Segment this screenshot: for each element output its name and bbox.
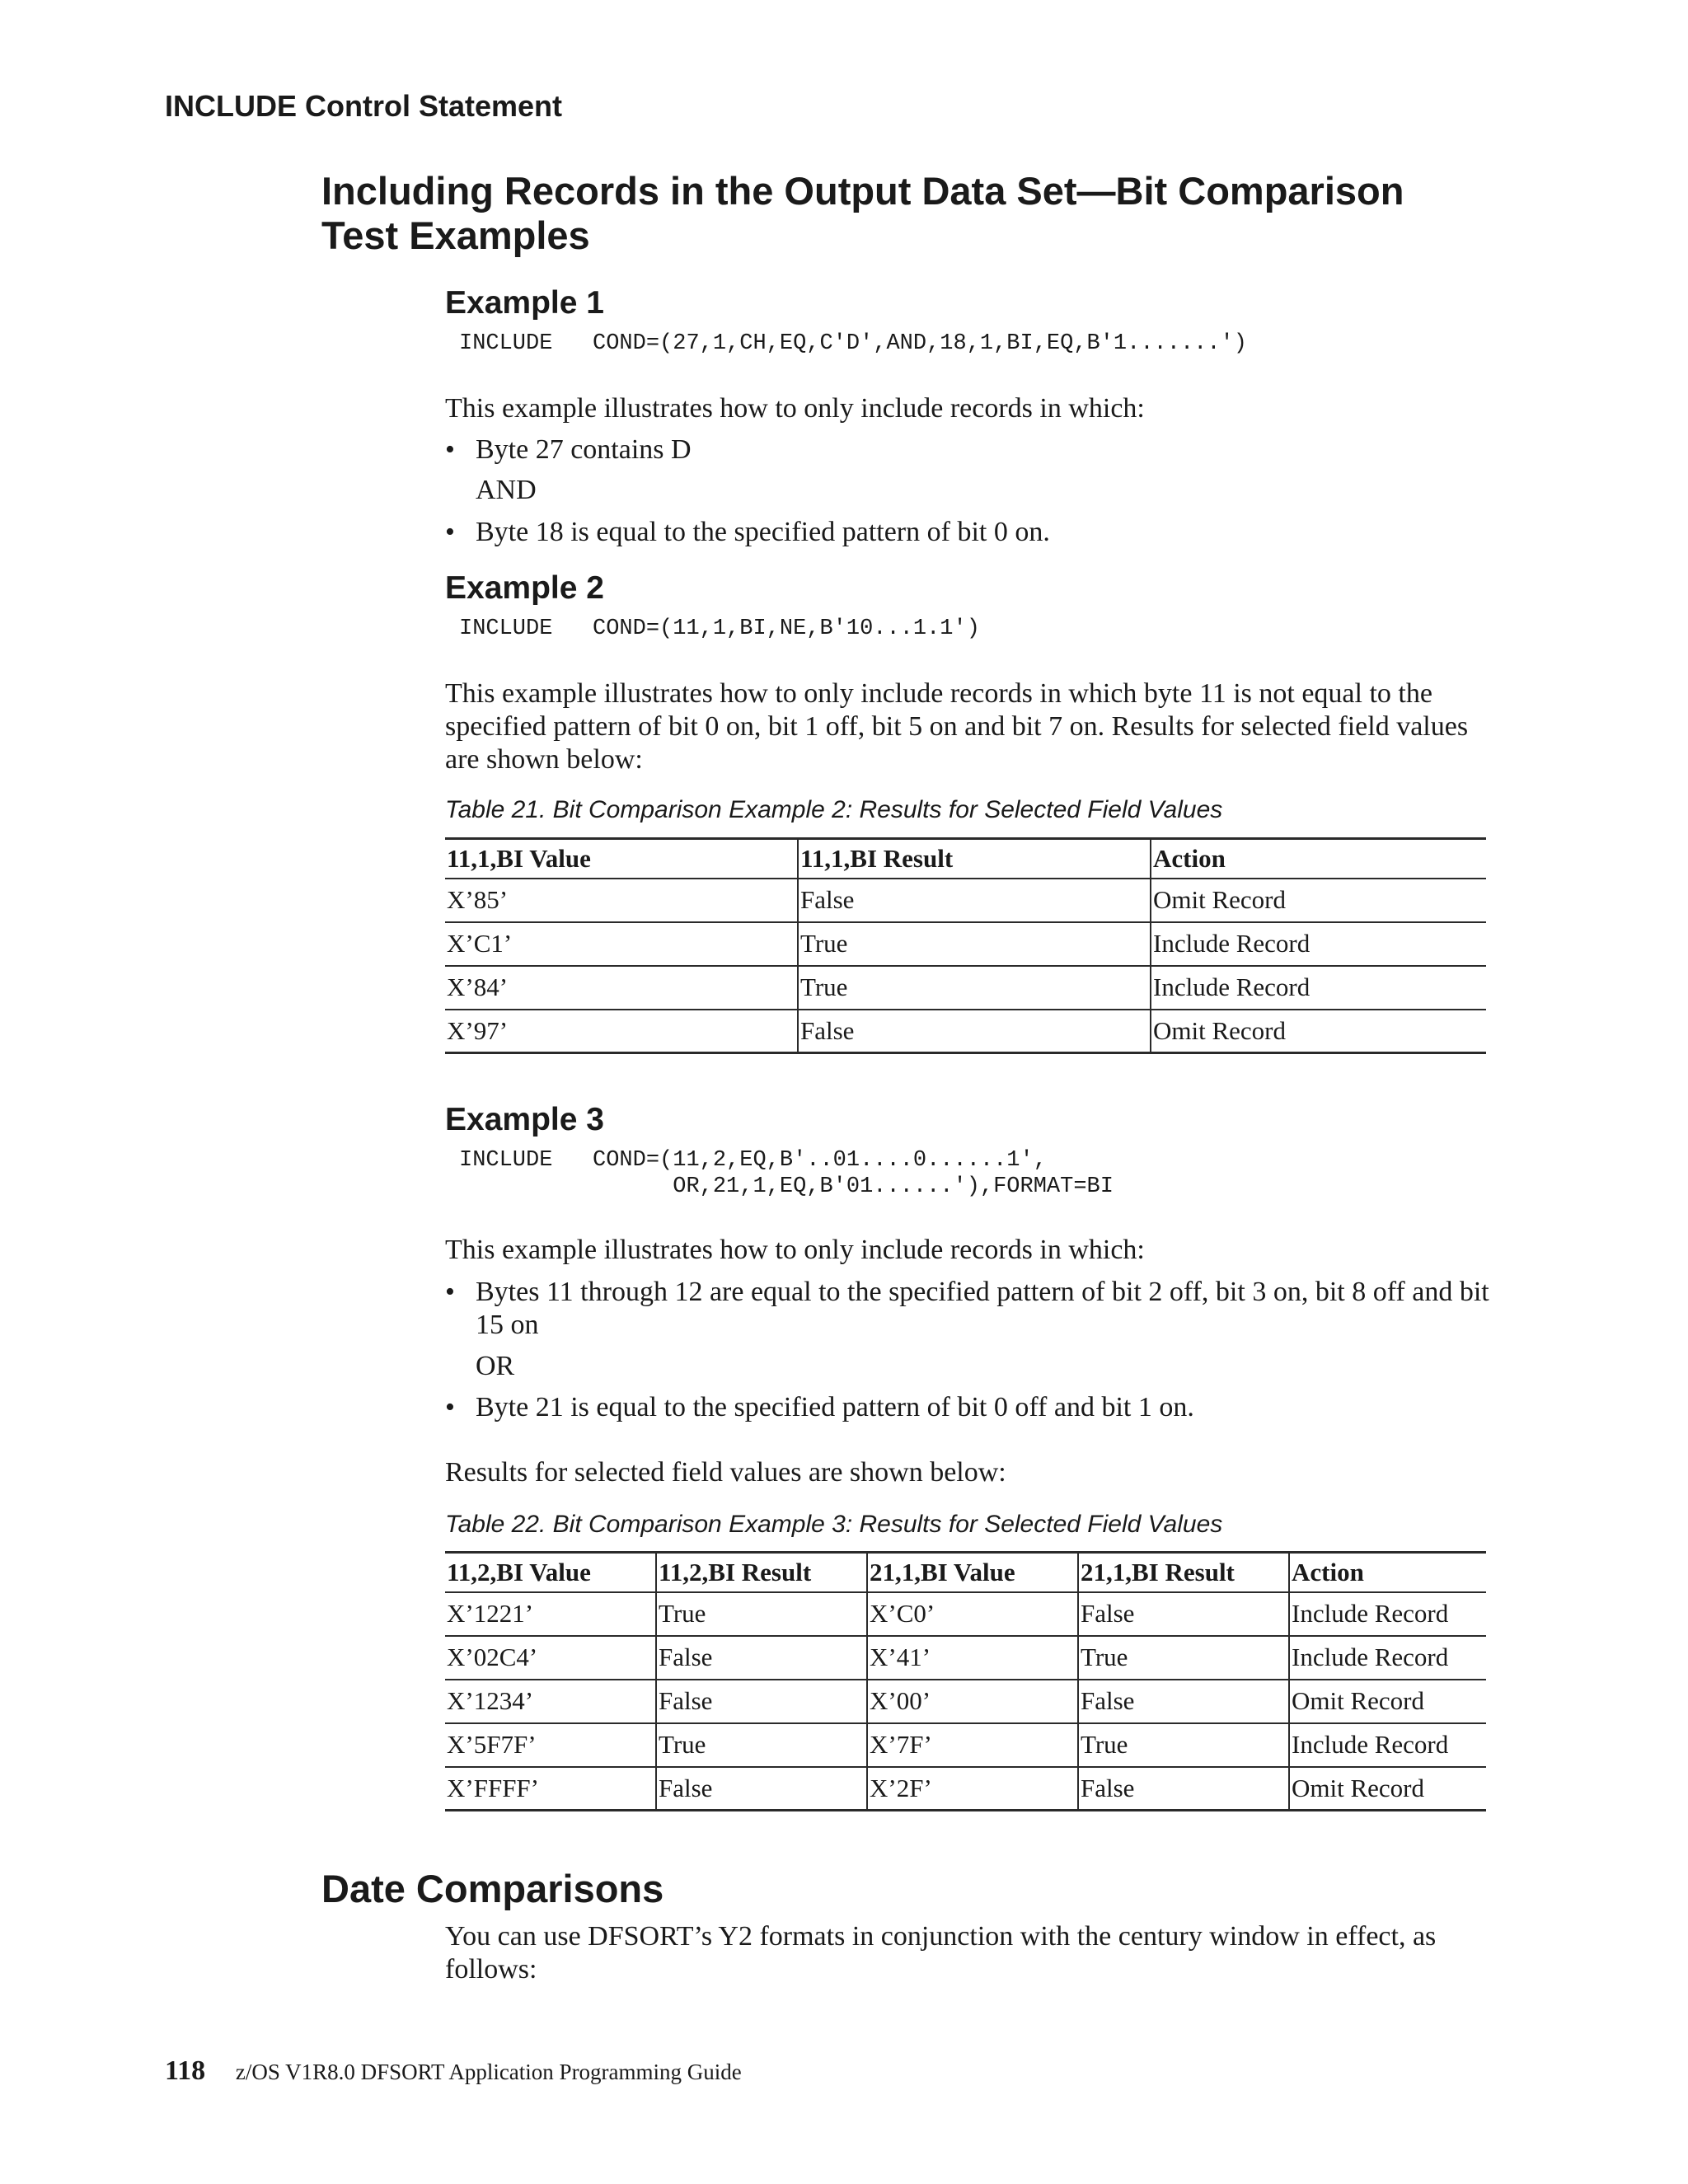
example-2-code: INCLUDE COND=(11,1,BI,NE,B'10...1.1') [459,616,980,641]
table-cell: Omit Record [1151,1010,1486,1053]
page-title-line-2: Test Examples [321,213,590,257]
example-3-bullet-1 [445,1276,1492,1342]
table-cell: Include Record [1289,1723,1486,1767]
table-cell: False [1078,1680,1289,1723]
table-cell: X’84’ [445,966,798,1010]
column-header: 21,1,BI Value [867,1553,1078,1592]
table-22 [445,1551,1486,1811]
table-cell: X’85’ [445,879,798,922]
table-cell: Include Record [1151,966,1486,1010]
table-cell: False [656,1636,867,1680]
table-cell: Include Record [1151,922,1486,966]
example-3-intro: This example illustrates how to only include records in which: [445,1235,1145,1265]
example-2-title: Example 2 [445,570,604,606]
bullet-text: Bytes 11 through 12 are equal to the specified pattern of bit 2 off, bit 3 on, bit 8 off and bit 15 on [476,1277,1489,1340]
table-cell: False [798,1010,1151,1053]
table-cell: X’C1’ [445,922,798,966]
bullet-text: Byte 27 contains D [476,434,692,465]
book-title: z/OS V1R8.0 DFSORT Application Programming Guide [235,2060,742,2084]
bullet-dot: • [445,1277,455,1307]
example-3-connector: OR [476,1351,515,1381]
bullet-text: Byte 18 is equal to the specified pattern of bit 0 on. [476,517,1050,547]
table-cell: True [656,1592,867,1636]
table-cell: False [1078,1592,1289,1636]
example-3-title: Example 3 [445,1102,604,1137]
table-cell: True [656,1723,867,1767]
page-footer [165,2056,742,2087]
table-cell: X’97’ [445,1010,798,1053]
table-row [445,879,1486,922]
table-cell: Omit Record [1289,1767,1486,1811]
column-header: 11,2,BI Result [656,1553,867,1592]
table-cell: Omit Record [1289,1680,1486,1723]
table-cell: X’1221’ [445,1592,656,1636]
bullet-dot: • [445,517,455,547]
table-cell: True [1078,1723,1289,1767]
column-header: Action [1151,839,1486,879]
table-22-caption: Table 22. Bit Comparison Example 3: Results for Selected Field Values [445,1511,1223,1538]
table-cell: False [798,879,1151,922]
table-cell: False [656,1767,867,1811]
example-1-title: Example 1 [445,285,604,321]
table-cell: Include Record [1289,1592,1486,1636]
table-cell: Omit Record [1151,879,1486,922]
running-head: INCLUDE Control Statement [165,89,563,123]
date-comparisons-paragraph: You can use DFSORT’s Y2 formats in conjunction with the century window in effect, as follows: [445,1921,1437,1985]
table-header-row [445,839,1486,879]
table-cell: Include Record [1289,1636,1486,1680]
example-3-code-line-1: INCLUDE COND=(11,2,EQ,B'..01....0......1', [459,1148,1047,1173]
column-header: 11,2,BI Value [445,1553,656,1592]
table-cell: True [1078,1636,1289,1680]
table-row [445,1767,1486,1811]
example-1-intro: This example illustrates how to only include records in which: [445,393,1145,424]
bullet-dot: • [445,1392,455,1422]
example-1-bullet-1 [445,434,1492,466]
example-1-connector: AND [476,475,537,505]
table-cell: X’00’ [867,1680,1078,1723]
table-header-row [445,1553,1486,1592]
table-cell: True [798,966,1151,1010]
table-cell: X’02C4’ [445,1636,656,1680]
column-header: 11,1,BI Result [798,839,1151,879]
bullet-dot: • [445,434,455,465]
example-3-bullet-2 [445,1391,1492,1424]
table-cell: X’7F’ [867,1723,1078,1767]
table-cell: False [656,1680,867,1723]
table-row [445,1636,1486,1680]
table-cell: True [798,922,1151,966]
table-21 [445,837,1486,1054]
table-row [445,1680,1486,1723]
page-title-line-1: Including Records in the Output Data Set—Bit Comparison [321,169,1404,213]
table-cell: X’C0’ [867,1592,1078,1636]
table-21-caption: Table 21. Bit Comparison Example 2: Results for Selected Field Values [445,796,1223,823]
example-1-bullet-2 [445,516,1492,549]
table-row [445,1723,1486,1767]
table-cell: X’5F7F’ [445,1723,656,1767]
column-header: 11,1,BI Value [445,839,798,879]
table-row [445,1592,1486,1636]
table-row [445,966,1486,1010]
table-row [445,1010,1486,1053]
table-cell: X’1234’ [445,1680,656,1723]
column-header: Action [1289,1553,1486,1592]
table-cell: X’41’ [867,1636,1078,1680]
example-3-code-line-2: OR,21,1,EQ,B'01......'),FORMAT=BI [459,1174,1114,1199]
table-cell: X’2F’ [867,1767,1078,1811]
column-header: 21,1,BI Result [1078,1553,1289,1592]
table-row [445,922,1486,966]
example-3-results-intro: Results for selected field values are shown below: [445,1457,1006,1488]
page-title [321,169,1492,258]
bullet-text: Byte 21 is equal to the specified pattern of bit 0 off and bit 1 on. [476,1392,1194,1422]
example-2-paragraph: This example illustrates how to only include records in which byte 11 is not equal to the specified pattern of bit 0 on, bit 1 off, bit 5 on and bit 7 on. Results for selected field values are shown below: [445,678,1469,775]
table-cell: False [1078,1767,1289,1811]
page-number: 118 [165,2055,206,2086]
date-comparisons-title: Date Comparisons [321,1867,664,1910]
table-cell: X’FFFF’ [445,1767,656,1811]
example-1-code: INCLUDE COND=(27,1,CH,EQ,C'D',AND,18,1,BI,EQ,B'1.......') [459,331,1247,356]
